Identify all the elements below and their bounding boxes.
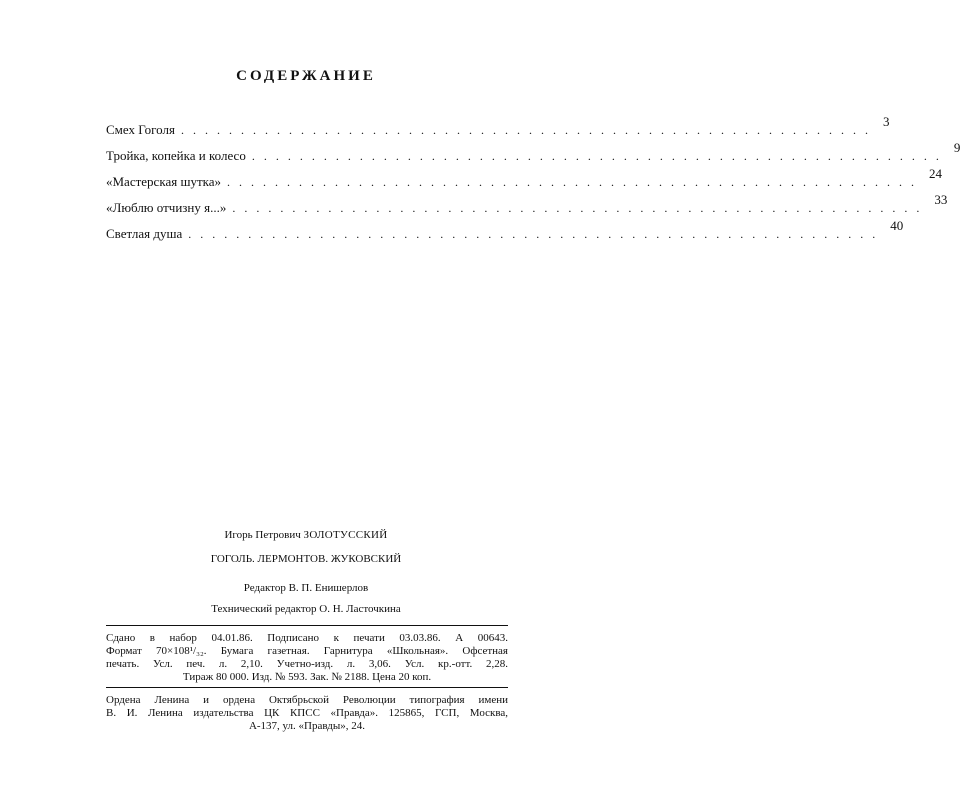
printer-line: А-137, ул. «Правды», 24. xyxy=(248,720,366,732)
printer-line: В. И. Ленина издательства ЦК КПСС «Правда». 125865, ГСП, Москва, xyxy=(106,707,508,719)
toc-entry-title: Светлая душа xyxy=(106,226,183,241)
toc-entry-page: 3 xyxy=(882,114,890,129)
table-of-contents xyxy=(106,112,960,242)
toc-entry xyxy=(106,216,904,242)
tech-editor-credit: Технический редактор О. Н. Ласточкина xyxy=(211,603,401,615)
toc-entry xyxy=(106,164,943,190)
publishing-line: Формат 70×108¹/₃₂. Бумага газетная. Гарнитура «Школьная». Офсетная xyxy=(106,645,508,657)
printer-details xyxy=(106,694,508,733)
toc-entry-title: Смех Гоголя xyxy=(106,122,175,137)
author-line xyxy=(106,529,506,541)
author-surname: ЗОЛОТУССКИЙ xyxy=(303,529,388,541)
toc-entry-page: 40 xyxy=(890,218,904,233)
publishing-line: печать. Усл. печ. л. 2,10. Учетно-изд. л. 3,06. Усл. кр.-отт. 2,28. xyxy=(106,658,508,670)
toc-leader-dots: .......................................................... xyxy=(180,123,877,137)
toc-entry xyxy=(106,112,890,138)
toc-entry-title: «Мастерская шутка» xyxy=(106,174,222,189)
author-name: Игорь Петрович xyxy=(224,529,301,541)
toc-leader-dots: .......................................................... xyxy=(188,227,885,241)
printer-line: Ордена Ленина и ордена Октябрьской Революции типография имени xyxy=(106,694,508,706)
toc-leader-dots: .......................................................... xyxy=(251,149,948,163)
divider xyxy=(106,625,508,626)
toc-entry-page: 9 xyxy=(953,140,960,155)
toc-heading: СОДЕРЖАНИЕ xyxy=(236,68,376,84)
toc-entry-page: 33 xyxy=(934,192,948,207)
book-title: ГОГОЛЬ. ЛЕРМОНТОВ. ЖУКОВСКИЙ xyxy=(210,553,402,565)
toc-entry-title: Тройка, копейка и колесо xyxy=(106,148,246,163)
publishing-details xyxy=(106,632,508,684)
toc-entry xyxy=(106,190,948,216)
toc-entry xyxy=(106,138,960,164)
divider xyxy=(106,687,508,688)
editor-credit: Редактор В. П. Енишерлов xyxy=(243,582,369,594)
toc-leader-dots: .......................................................... xyxy=(227,175,924,189)
publishing-line: Тираж 80 000. Изд. № 593. Зак. № 2188. Цена 20 коп. xyxy=(182,671,432,683)
toc-leader-dots: .......................................................... xyxy=(232,201,929,215)
toc-entry-page: 24 xyxy=(929,166,943,181)
publishing-line: Сдано в набор 04.01.86. Подписано к печати 03.03.86. А 00643. xyxy=(106,632,508,644)
toc-entry-title: «Люблю отчизну я...» xyxy=(106,200,227,215)
